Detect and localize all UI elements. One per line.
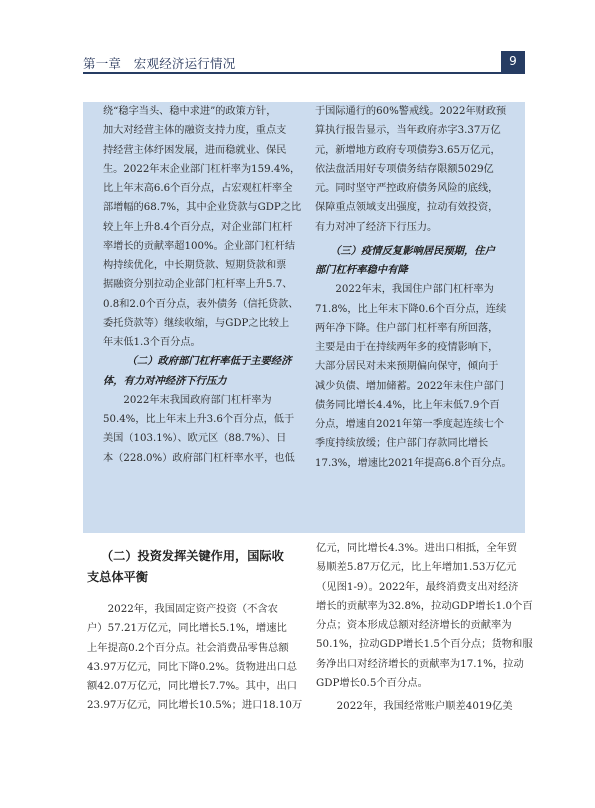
text-line: 算执行报告显示，当年政府赤字3.37万亿 (315, 125, 501, 137)
text-line: 构持续优化，中长期贷款、短期贷款和票 (103, 260, 287, 271)
text-line: 减少负债、增加储蓄。2022年末住户部门 (315, 380, 504, 392)
box-subheading-2 (103, 352, 315, 391)
text-line: 保障重点领域支出强度，拉动有效投资， (315, 202, 499, 214)
header-rule (83, 72, 525, 74)
box-right-paragraph-3 (315, 280, 510, 473)
text-line: 增长的贡献率为32.8%，拉动GDP增长1.0个百 (316, 599, 533, 612)
text-line: 于国际通行的60%警戒线。2022年财政预 (315, 106, 507, 117)
text-line: 绕“稳字当头、稳中求进”的政策方针， (103, 106, 277, 117)
box-subheading-2-line-1: （二）政府部门杠杆率低于主要经济 (126, 355, 292, 368)
page-number: 9 (501, 51, 525, 72)
text-line: 主要是由于在持续两年多的疫情影响下， (315, 342, 499, 353)
box-subheading-3-line-2: 部门杠杆率稳中有降 (315, 264, 408, 276)
shaded-text-box (83, 102, 525, 533)
text-line: 0.8和2.0个百分点，表外债务（信托贷款、 (103, 298, 299, 310)
text-line: 大部分居民对未来预期偏向保守，倾向于 (315, 361, 499, 373)
text-line: 50.1%，拉动GDP增长1.5个百分点；货物和服 (316, 638, 533, 651)
box-left-paragraph-2 (103, 391, 315, 468)
text-line: 额42.07万亿元，同比增长7.7%。其中，出口 (87, 680, 298, 693)
box-subheading-3 (315, 237, 510, 281)
text-line: 易顺差5.87万亿元，比上年增加1.53万亿元 (316, 561, 517, 574)
text-line: 户）57.21万亿元，同比增长5.1%，增速比 (87, 622, 287, 635)
text-line: 上年提高0.2个百分点。社会消费品零售总额 (87, 641, 289, 654)
text-line: 美国（103.1%）、欧元区（88.7%）、日 (103, 433, 287, 445)
text-line: 生。2022年末企业部门杠杆率为159.4%， (103, 163, 301, 175)
text-line: 委托贷款等）继续收缩，与GDP之比较上 (103, 317, 290, 329)
text-line: 17.3%，增速比2021年提高6.8个百分点。 (315, 457, 512, 469)
text-line: 务净出口对经济增长的贡献率为17.1%，拉动 (316, 657, 524, 670)
text-line: 债务同比增长4.4%，比上年末低7.9个百 (315, 399, 500, 411)
text-line: 本（228.0%）政府部门杠杆率水平，也低 (103, 452, 295, 464)
section-heading-line-1: （二）投资发挥关键作用，国际收 (101, 549, 284, 563)
section-heading (87, 546, 298, 588)
text-line: 率增长的贡献率超100%。企业部门杠杆结 (103, 240, 296, 252)
text-line: 依法盘活用好专项债务结存限额5029亿 (315, 163, 494, 175)
text-line: 据融资分别拉动企业部门杠杆率上升5.7、 (103, 279, 293, 291)
text-line: 分点；资本形成总额对经济增长的贡献率为 (316, 619, 512, 632)
section-heading-line-2: 支总体平衡 (87, 570, 148, 584)
running-header (83, 51, 525, 72)
text-line: 加大对经营主体的融资支持力度，重点支 (103, 125, 287, 137)
text-line: 持经营主体纾困发展，进而稳就业、保民 (103, 144, 287, 156)
text-line: 季度持续放缓；住户部门存款同比增长 (315, 438, 489, 450)
text-line: 分点，增速自2021年第一季度起连续七个 (315, 419, 504, 430)
box-right-column (315, 102, 510, 473)
text-line: 2022年，我国固定资产投资（不含农 (107, 603, 278, 615)
text-line: 部增幅的68.7%，其中企业贷款与GDP之比 (103, 202, 302, 214)
text-line: 较上年上升8.4个百分点，对企业部门杠杆 (103, 221, 293, 233)
text-line: 元，新增地方政府专项债券3.65万亿元， (315, 144, 501, 156)
text-line: 23.97万亿元，同比增长10.5%；进口18.10万 (87, 699, 303, 712)
main-left-paragraph (87, 600, 303, 716)
text-line: 43.97万亿元，同比下降0.2%。货物进出口总 (87, 660, 298, 673)
text-line: 亿元，同比增长4.3%。进出口相抵，全年贸 (316, 542, 518, 554)
text-line: 两年净下降。住户部门杠杆率有所回落， (315, 322, 499, 334)
box-subheading-2-line-2: 体，有力对冲经济下行压力 (103, 374, 227, 387)
text-line: 年末低1.3个百分点。 (103, 337, 201, 348)
text-line: 元。同时坚守严控政府债务风险的底线， (315, 183, 499, 194)
main-right-paragraph (316, 539, 533, 693)
box-subheading-3-line-1: （三）疫情反复影响居民预期，住户 (330, 244, 495, 257)
main-left-column (87, 546, 303, 716)
box-right-paragraph-1 (315, 102, 510, 237)
text-line: GDP增长0.5个百分点。 (316, 677, 428, 690)
main-right-column (316, 539, 533, 717)
main-right-next-paragraph (316, 697, 526, 716)
text-line: 有力对冲了经济下行压力。 (315, 221, 438, 233)
text-line: 71.8%，比上年末下降0.6个百分点，连续 (315, 303, 507, 315)
text-line: 2022年末我国政府部门杠杆率为 (123, 394, 272, 406)
text-line: 2022年末，我国住户部门杠杆率为 (335, 284, 494, 296)
text-line: 50.4%，比上年末上升3.6个百分点，低于 (103, 414, 295, 425)
box-left-paragraph-1 (103, 102, 315, 352)
chapter-title: 第一章 宏观经济运行情况 (83, 56, 236, 71)
box-left-column (103, 102, 315, 468)
text-line: （见图1-9）。2022年，最终消费支出对经济 (316, 580, 519, 593)
text-line: 比上年末高6.6个百分点，占宏观杠杆率全 (103, 183, 293, 194)
main-right-last-line: 2022年，我国经常账户顺差4019亿美 (336, 700, 513, 713)
